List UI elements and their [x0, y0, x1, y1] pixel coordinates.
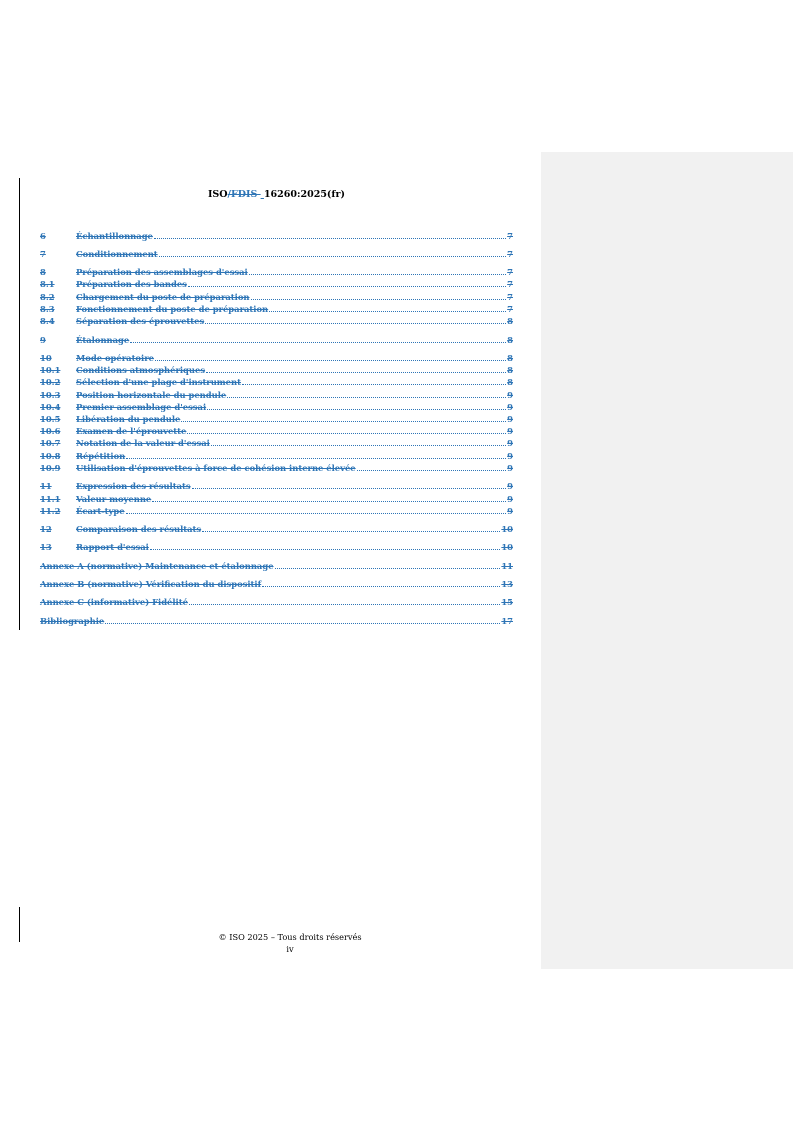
toc-entry-title: Premier assemblage d'essai — [76, 402, 207, 412]
toc-entry[interactable] — [40, 451, 513, 462]
page-number: iv — [286, 944, 294, 954]
toc-dot-leader — [202, 530, 500, 532]
toc-dot-leader — [105, 622, 500, 624]
toc-entry-number: 8 — [40, 267, 46, 277]
toc-entry-number: 11 — [40, 481, 52, 491]
toc-dot-leader — [275, 567, 501, 569]
copyright-notice: © ISO 2025 – Tous droits réservés — [218, 932, 362, 942]
toc-entry-page: 7 — [507, 304, 513, 314]
toc-dot-leader — [152, 500, 506, 502]
toc-entry[interactable] — [40, 335, 513, 346]
toc-dot-leader — [130, 341, 506, 343]
toc-entry-page: 9 — [507, 390, 513, 400]
toc-entry-title: Expression des résultats — [76, 481, 191, 491]
toc-entry-title: Utilisation d'éprouvettes à force de cohésion interne élevée — [76, 463, 356, 473]
toc-entry-page: 7 — [507, 267, 513, 277]
toc-entry-title: Chargement du poste de préparation — [76, 292, 250, 302]
toc-entry-title: Écart-type — [76, 506, 125, 516]
toc-entry[interactable] — [40, 506, 513, 517]
toc-entry-title: Annexe C (informative) Fidélité — [40, 597, 188, 607]
toc-entry-title: Comparaison des résultats — [76, 524, 202, 534]
toc-dot-leader — [206, 371, 506, 373]
toc-dot-leader — [126, 512, 507, 514]
toc-dot-leader — [188, 285, 506, 287]
toc-entry-number: 7 — [40, 249, 46, 259]
toc-entry-page: 8 — [507, 377, 513, 387]
toc-entry-page: 13 — [501, 579, 513, 589]
toc-entry-number: 8.4 — [40, 316, 55, 326]
toc-entry[interactable] — [40, 597, 513, 608]
toc-entry-page: 7 — [507, 249, 513, 259]
toc-entry[interactable] — [40, 249, 513, 260]
toc-entry-title: Conditions atmosphériques — [76, 365, 206, 375]
change-bar — [19, 907, 20, 942]
toc-entry-page: 10 — [501, 542, 513, 552]
toc-entry-number: 8.3 — [40, 304, 55, 314]
toc-entry-number: 11.1 — [40, 494, 61, 504]
toc-entry-page: 15 — [501, 597, 513, 607]
toc-entry-title: Répétition — [76, 451, 126, 461]
toc-entry[interactable] — [40, 390, 513, 401]
toc-entry[interactable] — [40, 292, 513, 303]
toc-dot-leader — [269, 310, 506, 312]
toc-entry-page: 7 — [507, 292, 513, 302]
toc-entry-page: 9 — [507, 463, 513, 473]
toc-entry[interactable] — [40, 316, 513, 327]
toc-entry-title: Rapport d'essai — [76, 542, 149, 552]
toc-entry-page: 9 — [507, 494, 513, 504]
toc-entry-number: 10.5 — [40, 414, 61, 424]
toc-entry-number: 8.1 — [40, 279, 55, 289]
toc-entry-number: 6 — [40, 231, 46, 241]
toc-entry-number: 10.1 — [40, 365, 61, 375]
toc-dot-leader — [357, 469, 507, 471]
toc-entry-number: 10.3 — [40, 390, 61, 400]
toc-entry-title: Étalonnage — [76, 335, 130, 345]
toc-dot-leader — [155, 359, 506, 361]
page-footer — [40, 931, 540, 955]
toc-dot-leader — [154, 237, 506, 239]
header-suffix: 16260:2025(fr) — [263, 189, 346, 200]
toc-dot-leader — [150, 548, 500, 550]
toc-entry-page: 8 — [507, 353, 513, 363]
toc-entry-page: 7 — [507, 279, 513, 289]
toc-entry-page: 10 — [501, 524, 513, 534]
toc-entry[interactable] — [40, 365, 513, 376]
toc-entry-title: Valeur moyenne — [76, 494, 152, 504]
toc-entry[interactable] — [40, 414, 513, 425]
change-bar — [19, 178, 20, 630]
toc-entry[interactable] — [40, 304, 513, 315]
toc-dot-leader — [249, 273, 506, 275]
toc-entry-page: 9 — [507, 426, 513, 436]
toc-dot-leader — [189, 603, 500, 605]
toc-dot-leader — [242, 383, 506, 385]
toc-entry[interactable] — [40, 616, 513, 627]
toc-dot-leader — [181, 420, 506, 422]
toc-entry[interactable] — [40, 231, 513, 242]
toc-entry-number: 11.2 — [40, 506, 61, 516]
toc-entry-title: Notation de la valeur d'essai — [76, 438, 210, 448]
toc-entry-number: 9 — [40, 335, 46, 345]
toc-dot-leader — [251, 298, 507, 300]
toc-entry-number: 12 — [40, 524, 52, 534]
comment-pane — [541, 152, 793, 969]
toc-entry[interactable] — [40, 377, 513, 388]
toc-entry-page: 8 — [507, 335, 513, 345]
toc-entry[interactable] — [40, 402, 513, 413]
toc-entry[interactable] — [40, 561, 513, 572]
toc-entry[interactable] — [40, 494, 513, 505]
toc-entry[interactable] — [40, 542, 513, 553]
toc-entry[interactable] — [40, 524, 513, 535]
toc-entry[interactable] — [40, 579, 513, 590]
toc-entry-number: 10.6 — [40, 426, 61, 436]
toc-entry-page: 9 — [507, 506, 513, 516]
toc-dot-leader — [159, 255, 507, 257]
toc-entry-title: Séparation des éprouvettes — [76, 316, 205, 326]
toc-entry-number: 10.4 — [40, 402, 61, 412]
toc-entry-title: Annexe A (normative) Maintenance et étalonnage — [40, 561, 274, 571]
toc-dot-leader — [205, 322, 506, 324]
toc-entry[interactable] — [40, 267, 513, 278]
toc-entry-page: 17 — [501, 616, 513, 626]
header-prefix: ISO — [207, 189, 228, 200]
toc-entry-title: Libération du pendule — [76, 414, 181, 424]
header-deleted-text: /FDIS — [227, 189, 261, 200]
toc-entry[interactable] — [40, 279, 513, 290]
toc-entry-page: 9 — [507, 451, 513, 461]
toc-entry-page: 7 — [507, 231, 513, 241]
toc-entry[interactable] — [40, 426, 513, 437]
toc-entry-page: 8 — [507, 316, 513, 326]
toc-entry[interactable] — [40, 463, 513, 474]
toc-entry[interactable] — [40, 353, 513, 364]
toc-entry-title: Préparation des bandes — [76, 279, 187, 289]
toc-entry-title: Position horizontale du pendule — [76, 390, 227, 400]
toc-entry-title: Bibliographie — [40, 616, 105, 626]
toc-entry-number: 10.2 — [40, 377, 61, 387]
toc-entry[interactable] — [40, 438, 513, 449]
toc-entry-number: 10.8 — [40, 451, 61, 461]
toc-entry-number: 10.7 — [40, 438, 61, 448]
toc-entry[interactable] — [40, 481, 513, 492]
toc-dot-leader — [227, 396, 506, 398]
toc-entry-page: 9 — [507, 402, 513, 412]
toc-entry-number: 13 — [40, 542, 52, 552]
toc-entry-page: 11 — [501, 561, 513, 571]
toc-entry-page: 9 — [507, 481, 513, 491]
toc-entry-title: Sélection d'une plage d'instrument — [76, 377, 241, 387]
toc-dot-leader — [192, 487, 507, 489]
toc-dot-leader — [126, 457, 506, 459]
toc-dot-leader — [211, 444, 506, 446]
toc-entry-page: 9 — [507, 438, 513, 448]
toc-entry-number: 10.9 — [40, 463, 61, 473]
toc-entry-title: Préparation des assemblages d'essai — [76, 267, 248, 277]
toc-entry-number: 10 — [40, 353, 52, 363]
toc-entry-title: Examen de l'éprouvette — [76, 426, 187, 436]
toc-entry-title: Échantillonnage — [76, 231, 153, 241]
toc-entry-page: 8 — [507, 365, 513, 375]
toc-entry-title: Mode opératoire — [76, 353, 154, 363]
toc-entry-title: Conditionnement — [76, 249, 158, 259]
toc-dot-leader — [187, 432, 506, 434]
toc-dot-leader — [262, 585, 500, 587]
toc-entry-page: 9 — [507, 414, 513, 424]
toc-entry-number: 8.2 — [40, 292, 55, 302]
toc-entry-title: Annexe B (normative) Vérification du dispositif — [40, 579, 262, 589]
toc-entry-title: Fonctionnement du poste de préparation — [76, 304, 269, 314]
toc-dot-leader — [207, 408, 506, 410]
